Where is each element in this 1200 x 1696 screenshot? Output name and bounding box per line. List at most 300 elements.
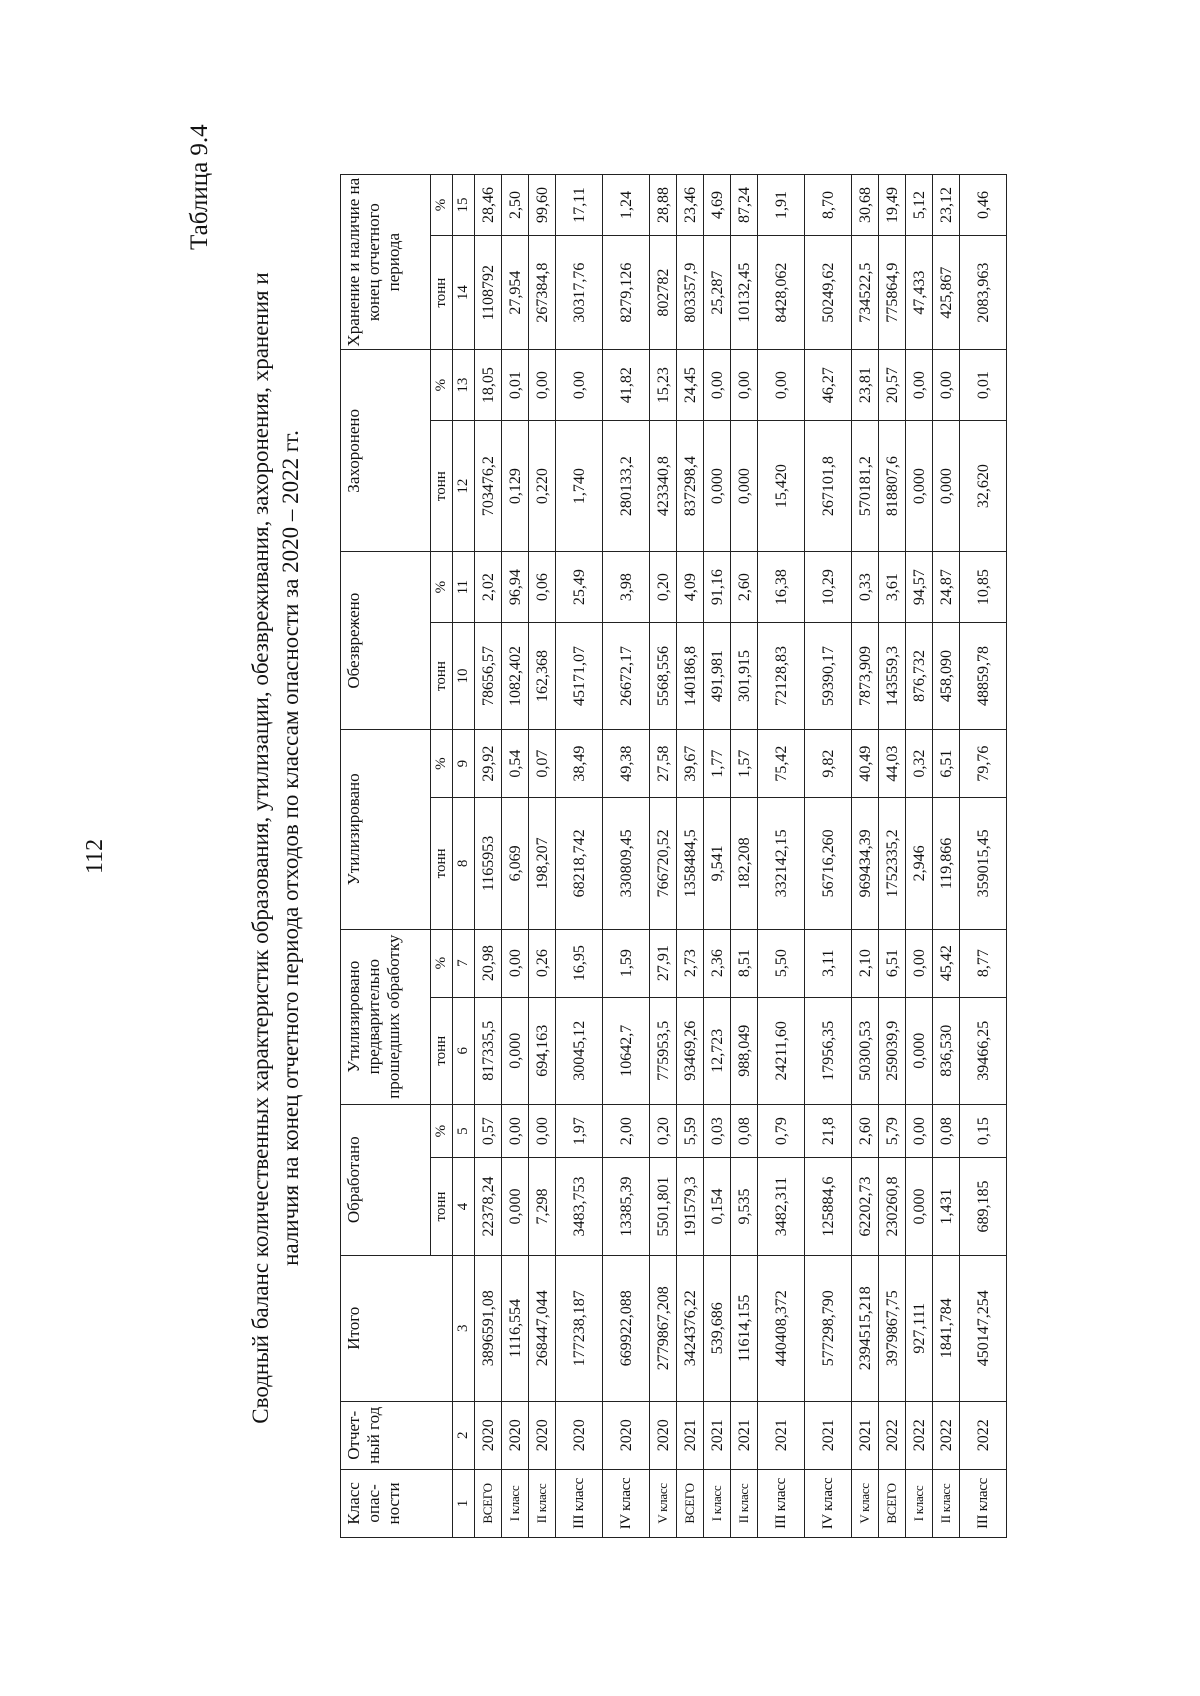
value-cell: 8279,126 bbox=[603, 235, 650, 349]
table-row bbox=[704, 175, 731, 1538]
table-row bbox=[677, 175, 704, 1538]
table-row bbox=[475, 175, 502, 1538]
value-cell: 0,00 bbox=[529, 350, 556, 421]
value-cell: 7873,909 bbox=[852, 622, 879, 729]
value-cell: 3,11 bbox=[805, 929, 852, 997]
value-cell: 62202,73 bbox=[852, 1158, 879, 1255]
value-cell: 1082,402 bbox=[502, 622, 529, 729]
value-cell: 0,000 bbox=[731, 420, 758, 551]
value-cell: 927,111 bbox=[906, 1255, 933, 1401]
value-cell: 18,05 bbox=[475, 350, 502, 421]
year-cell: 2021 bbox=[731, 1401, 758, 1469]
value-cell: 1,77 bbox=[704, 730, 731, 798]
value-cell: 2083,963 bbox=[960, 235, 1007, 349]
header-utilized-after-processing: Утилизировано предварительно прошедших обработку bbox=[341, 929, 431, 1104]
subheader-pct: % bbox=[431, 552, 453, 623]
value-cell: 2,50 bbox=[502, 175, 529, 236]
table-label: Таблица 9.4 bbox=[186, 124, 213, 250]
value-cell: 96,94 bbox=[502, 552, 529, 623]
value-cell: 20,57 bbox=[879, 350, 906, 421]
year-cell: 2020 bbox=[603, 1401, 650, 1469]
value-cell: 140186,8 bbox=[677, 622, 704, 729]
table-row bbox=[933, 175, 960, 1538]
value-cell: 16,38 bbox=[758, 552, 805, 623]
column-number: 8 bbox=[453, 798, 475, 929]
value-cell: 5568,556 bbox=[650, 622, 677, 729]
value-cell: 837298,4 bbox=[677, 420, 704, 551]
value-cell: 0,00 bbox=[502, 929, 529, 997]
table-title-line-1: Сводный баланс количественных характеристик образования, утилизации, обезвреживания, захоронения, хранения и bbox=[248, 272, 273, 1424]
value-cell: 259039,9 bbox=[879, 997, 906, 1104]
header-utilized: Утилизировано bbox=[341, 730, 431, 930]
value-cell: 1,91 bbox=[758, 175, 805, 236]
table-row bbox=[852, 175, 879, 1538]
value-cell: 68218,742 bbox=[556, 798, 603, 929]
value-cell: 32,620 bbox=[960, 420, 1007, 551]
value-cell: 669922,088 bbox=[603, 1255, 650, 1401]
value-cell: 143559,3 bbox=[879, 622, 906, 729]
value-cell: 39,67 bbox=[677, 730, 704, 798]
subheader-ton: тонн bbox=[431, 235, 453, 349]
value-cell: 2394515,218 bbox=[852, 1255, 879, 1401]
value-cell: 491,981 bbox=[704, 622, 731, 729]
value-cell: 30,68 bbox=[852, 175, 879, 236]
value-cell: 3483,753 bbox=[556, 1158, 603, 1255]
value-cell: 0,26 bbox=[529, 929, 556, 997]
table-row bbox=[529, 175, 556, 1538]
value-cell: 22378,24 bbox=[475, 1158, 502, 1255]
hazard-class-cell: I класс bbox=[704, 1469, 731, 1537]
value-cell: 802782 bbox=[650, 235, 677, 349]
year-cell: 2021 bbox=[677, 1401, 704, 1469]
value-cell: 539,686 bbox=[704, 1255, 731, 1401]
value-cell: 2,36 bbox=[704, 929, 731, 997]
value-cell: 0,00 bbox=[906, 350, 933, 421]
value-cell: 0,00 bbox=[731, 350, 758, 421]
value-cell: 440408,372 bbox=[758, 1255, 805, 1401]
column-number: 10 bbox=[453, 622, 475, 729]
value-cell: 45,42 bbox=[933, 929, 960, 997]
value-cell: 75,42 bbox=[758, 730, 805, 798]
value-cell: 48859,78 bbox=[960, 622, 1007, 729]
column-number: 5 bbox=[453, 1104, 475, 1158]
value-cell: 969434,39 bbox=[852, 798, 879, 929]
value-cell: 0,03 bbox=[704, 1104, 731, 1158]
value-cell: 79,76 bbox=[960, 730, 1007, 798]
table-row bbox=[556, 175, 603, 1538]
value-cell: 0,00 bbox=[906, 929, 933, 997]
value-cell: 2,73 bbox=[677, 929, 704, 997]
hazard-class-cell: ВСЕГО bbox=[677, 1469, 704, 1537]
value-cell: 0,00 bbox=[529, 1104, 556, 1158]
value-cell: 0,00 bbox=[556, 350, 603, 421]
value-cell: 91,16 bbox=[704, 552, 731, 623]
value-cell: 267384,8 bbox=[529, 235, 556, 349]
value-cell: 72128,83 bbox=[758, 622, 805, 729]
value-cell: 734522,5 bbox=[852, 235, 879, 349]
value-cell: 6,51 bbox=[879, 929, 906, 997]
column-number: 15 bbox=[453, 175, 475, 236]
value-cell: 17956,35 bbox=[805, 997, 852, 1104]
subheader-pct: % bbox=[431, 1104, 453, 1158]
value-cell: 50300,53 bbox=[852, 997, 879, 1104]
value-cell: 44,03 bbox=[879, 730, 906, 798]
table-row bbox=[731, 175, 758, 1538]
value-cell: 267101,8 bbox=[805, 420, 852, 551]
header-total: Итого bbox=[341, 1255, 453, 1401]
header-year: Отчет-ный год bbox=[341, 1401, 453, 1469]
value-cell: 301,915 bbox=[731, 622, 758, 729]
column-number: 3 bbox=[453, 1255, 475, 1401]
column-number: 4 bbox=[453, 1158, 475, 1255]
hazard-class-cell: IV класс bbox=[805, 1469, 852, 1537]
value-cell: 0,08 bbox=[933, 1104, 960, 1158]
value-cell: 268447,044 bbox=[529, 1255, 556, 1401]
value-cell: 30045,12 bbox=[556, 997, 603, 1104]
column-number: 7 bbox=[453, 929, 475, 997]
hazard-class-cell: ВСЕГО bbox=[475, 1469, 502, 1537]
value-cell: 78656,57 bbox=[475, 622, 502, 729]
value-cell: 1116,554 bbox=[502, 1255, 529, 1401]
value-cell: 125884,6 bbox=[805, 1158, 852, 1255]
value-cell: 0,220 bbox=[529, 420, 556, 551]
value-cell: 9,535 bbox=[731, 1158, 758, 1255]
value-cell: 38,49 bbox=[556, 730, 603, 798]
hazard-class-cell: II класс bbox=[529, 1469, 556, 1537]
table-body bbox=[475, 175, 1007, 1538]
value-cell: 0,01 bbox=[502, 350, 529, 421]
value-cell: 876,732 bbox=[906, 622, 933, 729]
value-cell: 27,954 bbox=[502, 235, 529, 349]
column-number: 13 bbox=[453, 350, 475, 421]
hazard-class-cell: III класс bbox=[758, 1469, 805, 1537]
value-cell: 10642,7 bbox=[603, 997, 650, 1104]
value-cell: 2779867,208 bbox=[650, 1255, 677, 1401]
value-cell: 93469,26 bbox=[677, 997, 704, 1104]
value-cell: 2,00 bbox=[603, 1104, 650, 1158]
value-cell: 0,20 bbox=[650, 1104, 677, 1158]
subheader-ton: тонн bbox=[431, 622, 453, 729]
value-cell: 3482,311 bbox=[758, 1158, 805, 1255]
value-cell: 28,88 bbox=[650, 175, 677, 236]
value-cell: 332142,15 bbox=[758, 798, 805, 929]
value-cell: 119,866 bbox=[933, 798, 960, 929]
value-cell: 836,530 bbox=[933, 997, 960, 1104]
value-cell: 47,433 bbox=[906, 235, 933, 349]
value-cell: 12,723 bbox=[704, 997, 731, 1104]
subheader-ton: тонн bbox=[431, 1158, 453, 1255]
value-cell: 41,82 bbox=[603, 350, 650, 421]
value-cell: 5,12 bbox=[906, 175, 933, 236]
hazard-class-cell: I класс bbox=[906, 1469, 933, 1537]
hazard-class-cell: IV класс bbox=[603, 1469, 650, 1537]
value-cell: 1,431 bbox=[933, 1158, 960, 1255]
year-cell: 2022 bbox=[933, 1401, 960, 1469]
value-cell: 458,090 bbox=[933, 622, 960, 729]
subheader-ton: тонн bbox=[431, 420, 453, 551]
value-cell: 1,97 bbox=[556, 1104, 603, 1158]
value-cell: 0,000 bbox=[502, 1158, 529, 1255]
value-cell: 775864,9 bbox=[879, 235, 906, 349]
value-cell: 0,000 bbox=[704, 420, 731, 551]
value-cell: 1,740 bbox=[556, 420, 603, 551]
value-cell: 2,60 bbox=[852, 1104, 879, 1158]
value-cell: 0,000 bbox=[502, 997, 529, 1104]
column-number: 9 bbox=[453, 730, 475, 798]
value-cell: 23,12 bbox=[933, 175, 960, 236]
value-cell: 177238,187 bbox=[556, 1255, 603, 1401]
subheader-pct: % bbox=[431, 929, 453, 997]
value-cell: 23,46 bbox=[677, 175, 704, 236]
value-cell: 0,129 bbox=[502, 420, 529, 551]
value-cell: 0,06 bbox=[529, 552, 556, 623]
hazard-class-cell: V класс bbox=[650, 1469, 677, 1537]
value-cell: 5501,801 bbox=[650, 1158, 677, 1255]
hazard-class-cell: I класс bbox=[502, 1469, 529, 1537]
value-cell: 24,87 bbox=[933, 552, 960, 623]
column-number: 14 bbox=[453, 235, 475, 349]
value-cell: 8,51 bbox=[731, 929, 758, 997]
hazard-class-cell: III класс bbox=[960, 1469, 1007, 1537]
value-cell: 450147,254 bbox=[960, 1255, 1007, 1401]
value-cell: 1,59 bbox=[603, 929, 650, 997]
value-cell: 49,38 bbox=[603, 730, 650, 798]
value-cell: 0,57 bbox=[475, 1104, 502, 1158]
subheader-ton: тонн bbox=[431, 798, 453, 929]
value-cell: 198,207 bbox=[529, 798, 556, 929]
value-cell: 0,07 bbox=[529, 730, 556, 798]
value-cell: 27,91 bbox=[650, 929, 677, 997]
value-cell: 24211,60 bbox=[758, 997, 805, 1104]
value-cell: 425,867 bbox=[933, 235, 960, 349]
value-cell: 570181,2 bbox=[852, 420, 879, 551]
value-cell: 1358484,5 bbox=[677, 798, 704, 929]
value-cell: 3,61 bbox=[879, 552, 906, 623]
value-cell: 1,57 bbox=[731, 730, 758, 798]
value-cell: 0,54 bbox=[502, 730, 529, 798]
table-row bbox=[650, 175, 677, 1538]
value-cell: 17,11 bbox=[556, 175, 603, 236]
value-cell: 1108792 bbox=[475, 235, 502, 349]
value-cell: 3979867,75 bbox=[879, 1255, 906, 1401]
value-cell: 1841,784 bbox=[933, 1255, 960, 1401]
year-cell: 2022 bbox=[960, 1401, 1007, 1469]
value-cell: 359015,45 bbox=[960, 798, 1007, 929]
value-cell: 0,00 bbox=[704, 350, 731, 421]
value-cell: 0,46 bbox=[960, 175, 1007, 236]
value-cell: 7,298 bbox=[529, 1158, 556, 1255]
value-cell: 0,000 bbox=[906, 997, 933, 1104]
value-cell: 0,00 bbox=[502, 1104, 529, 1158]
value-cell: 0,000 bbox=[906, 420, 933, 551]
table-row bbox=[502, 175, 529, 1538]
value-cell: 29,92 bbox=[475, 730, 502, 798]
value-cell: 2,10 bbox=[852, 929, 879, 997]
value-cell: 30317,76 bbox=[556, 235, 603, 349]
value-cell: 0,32 bbox=[906, 730, 933, 798]
value-cell: 25,49 bbox=[556, 552, 603, 623]
table-row bbox=[603, 175, 650, 1538]
value-cell: 2,02 bbox=[475, 552, 502, 623]
header-buried: Захоронено bbox=[341, 350, 431, 552]
column-number: 12 bbox=[453, 420, 475, 551]
value-cell: 1,24 bbox=[603, 175, 650, 236]
year-cell: 2020 bbox=[556, 1401, 603, 1469]
table-row bbox=[879, 175, 906, 1538]
table-title-line-2: наличия на конец отчетного периода отходов по классам опасности за 2020 – 2022 гг. bbox=[278, 430, 303, 1266]
value-cell: 8428,062 bbox=[758, 235, 805, 349]
year-cell: 2020 bbox=[475, 1401, 502, 1469]
value-cell: 818807,6 bbox=[879, 420, 906, 551]
value-cell: 1165953 bbox=[475, 798, 502, 929]
value-cell: 11614,155 bbox=[731, 1255, 758, 1401]
hazard-class-cell: III класс bbox=[556, 1469, 603, 1537]
value-cell: 9,541 bbox=[704, 798, 731, 929]
table-row bbox=[758, 175, 805, 1538]
table-row bbox=[960, 175, 1007, 1538]
value-cell: 6,51 bbox=[933, 730, 960, 798]
year-cell: 2022 bbox=[879, 1401, 906, 1469]
subheader-pct: % bbox=[431, 350, 453, 421]
value-cell: 46,27 bbox=[805, 350, 852, 421]
value-cell: 689,185 bbox=[960, 1158, 1007, 1255]
value-cell: 9,82 bbox=[805, 730, 852, 798]
value-cell: 1752335,2 bbox=[879, 798, 906, 929]
column-number-row bbox=[453, 175, 475, 1538]
table-row bbox=[805, 175, 852, 1538]
value-cell: 87,24 bbox=[731, 175, 758, 236]
value-cell: 10,85 bbox=[960, 552, 1007, 623]
value-cell: 0,15 bbox=[960, 1104, 1007, 1158]
column-number: 1 bbox=[453, 1469, 475, 1537]
value-cell: 21,8 bbox=[805, 1104, 852, 1158]
value-cell: 230260,8 bbox=[879, 1158, 906, 1255]
value-cell: 0,00 bbox=[933, 350, 960, 421]
table-row bbox=[906, 175, 933, 1538]
value-cell: 4,09 bbox=[677, 552, 704, 623]
value-cell: 15,23 bbox=[650, 350, 677, 421]
value-cell: 3424376,22 bbox=[677, 1255, 704, 1401]
value-cell: 0,00 bbox=[758, 350, 805, 421]
value-cell: 0,000 bbox=[906, 1158, 933, 1255]
hazard-class-cell: II класс bbox=[933, 1469, 960, 1537]
value-cell: 16,95 bbox=[556, 929, 603, 997]
value-cell: 803357,9 bbox=[677, 235, 704, 349]
value-cell: 0,00 bbox=[906, 1104, 933, 1158]
value-cell: 162,368 bbox=[529, 622, 556, 729]
value-cell: 5,79 bbox=[879, 1104, 906, 1158]
value-cell: 13385,39 bbox=[603, 1158, 650, 1255]
value-cell: 10132,45 bbox=[731, 235, 758, 349]
column-number: 11 bbox=[453, 552, 475, 623]
value-cell: 15,420 bbox=[758, 420, 805, 551]
value-cell: 8,77 bbox=[960, 929, 1007, 997]
column-number: 6 bbox=[453, 997, 475, 1104]
value-cell: 766720,52 bbox=[650, 798, 677, 929]
value-cell: 99,60 bbox=[529, 175, 556, 236]
page-number: 112 bbox=[82, 838, 108, 874]
subheader-pct: % bbox=[431, 175, 453, 236]
header-neutralized: Обезврежено bbox=[341, 552, 431, 730]
subheader-ton: тонн bbox=[431, 997, 453, 1104]
value-cell: 20,98 bbox=[475, 929, 502, 997]
value-cell: 26672,17 bbox=[603, 622, 650, 729]
value-cell: 330809,45 bbox=[603, 798, 650, 929]
value-cell: 0,154 bbox=[704, 1158, 731, 1255]
subheader-pct: % bbox=[431, 730, 453, 798]
hazard-class-cell: V класс bbox=[852, 1469, 879, 1537]
value-cell: 25,287 bbox=[704, 235, 731, 349]
value-cell: 694,163 bbox=[529, 997, 556, 1104]
year-cell: 2021 bbox=[805, 1401, 852, 1469]
value-cell: 5,59 bbox=[677, 1104, 704, 1158]
value-cell: 0,79 bbox=[758, 1104, 805, 1158]
column-number: 2 bbox=[453, 1401, 475, 1469]
year-cell: 2021 bbox=[852, 1401, 879, 1469]
value-cell: 40,49 bbox=[852, 730, 879, 798]
value-cell: 988,049 bbox=[731, 997, 758, 1104]
header-stored: Хранение и наличие на конец отчетного периода bbox=[341, 175, 431, 350]
year-cell: 2022 bbox=[906, 1401, 933, 1469]
waste-balance-table bbox=[340, 174, 1007, 1538]
value-cell: 4,69 bbox=[704, 175, 731, 236]
value-cell: 27,58 bbox=[650, 730, 677, 798]
value-cell: 0,20 bbox=[650, 552, 677, 623]
year-cell: 2020 bbox=[502, 1401, 529, 1469]
value-cell: 2,60 bbox=[731, 552, 758, 623]
year-cell: 2021 bbox=[758, 1401, 805, 1469]
header-class: Класс опас-ности bbox=[341, 1469, 453, 1537]
year-cell: 2021 bbox=[704, 1401, 731, 1469]
value-cell: 8,70 bbox=[805, 175, 852, 236]
value-cell: 59390,17 bbox=[805, 622, 852, 729]
value-cell: 191579,3 bbox=[677, 1158, 704, 1255]
value-cell: 24,45 bbox=[677, 350, 704, 421]
value-cell: 45171,07 bbox=[556, 622, 603, 729]
value-cell: 182,208 bbox=[731, 798, 758, 929]
hazard-class-cell: II класс bbox=[731, 1469, 758, 1537]
value-cell: 56716,260 bbox=[805, 798, 852, 929]
value-cell: 817335,5 bbox=[475, 997, 502, 1104]
value-cell: 50249,62 bbox=[805, 235, 852, 349]
value-cell: 19,49 bbox=[879, 175, 906, 236]
year-cell: 2020 bbox=[650, 1401, 677, 1469]
hazard-class-cell: ВСЕГО bbox=[879, 1469, 906, 1537]
value-cell: 0,01 bbox=[960, 350, 1007, 421]
value-cell: 423340,8 bbox=[650, 420, 677, 551]
header-processed: Обработано bbox=[341, 1104, 431, 1255]
value-cell: 0,08 bbox=[731, 1104, 758, 1158]
value-cell: 0,33 bbox=[852, 552, 879, 623]
value-cell: 703476,2 bbox=[475, 420, 502, 551]
value-cell: 3896591,08 bbox=[475, 1255, 502, 1401]
value-cell: 775953,5 bbox=[650, 997, 677, 1104]
value-cell: 5,50 bbox=[758, 929, 805, 997]
table-title bbox=[246, 0, 306, 1696]
value-cell: 10,29 bbox=[805, 552, 852, 623]
value-cell: 577298,790 bbox=[805, 1255, 852, 1401]
value-cell: 94,57 bbox=[906, 552, 933, 623]
value-cell: 280133,2 bbox=[603, 420, 650, 551]
year-cell: 2020 bbox=[529, 1401, 556, 1469]
value-cell: 2,946 bbox=[906, 798, 933, 929]
value-cell: 28,46 bbox=[475, 175, 502, 236]
value-cell: 23,81 bbox=[852, 350, 879, 421]
value-cell: 6,069 bbox=[502, 798, 529, 929]
value-cell: 39466,25 bbox=[960, 997, 1007, 1104]
value-cell: 0,000 bbox=[933, 420, 960, 551]
value-cell: 3,98 bbox=[603, 552, 650, 623]
